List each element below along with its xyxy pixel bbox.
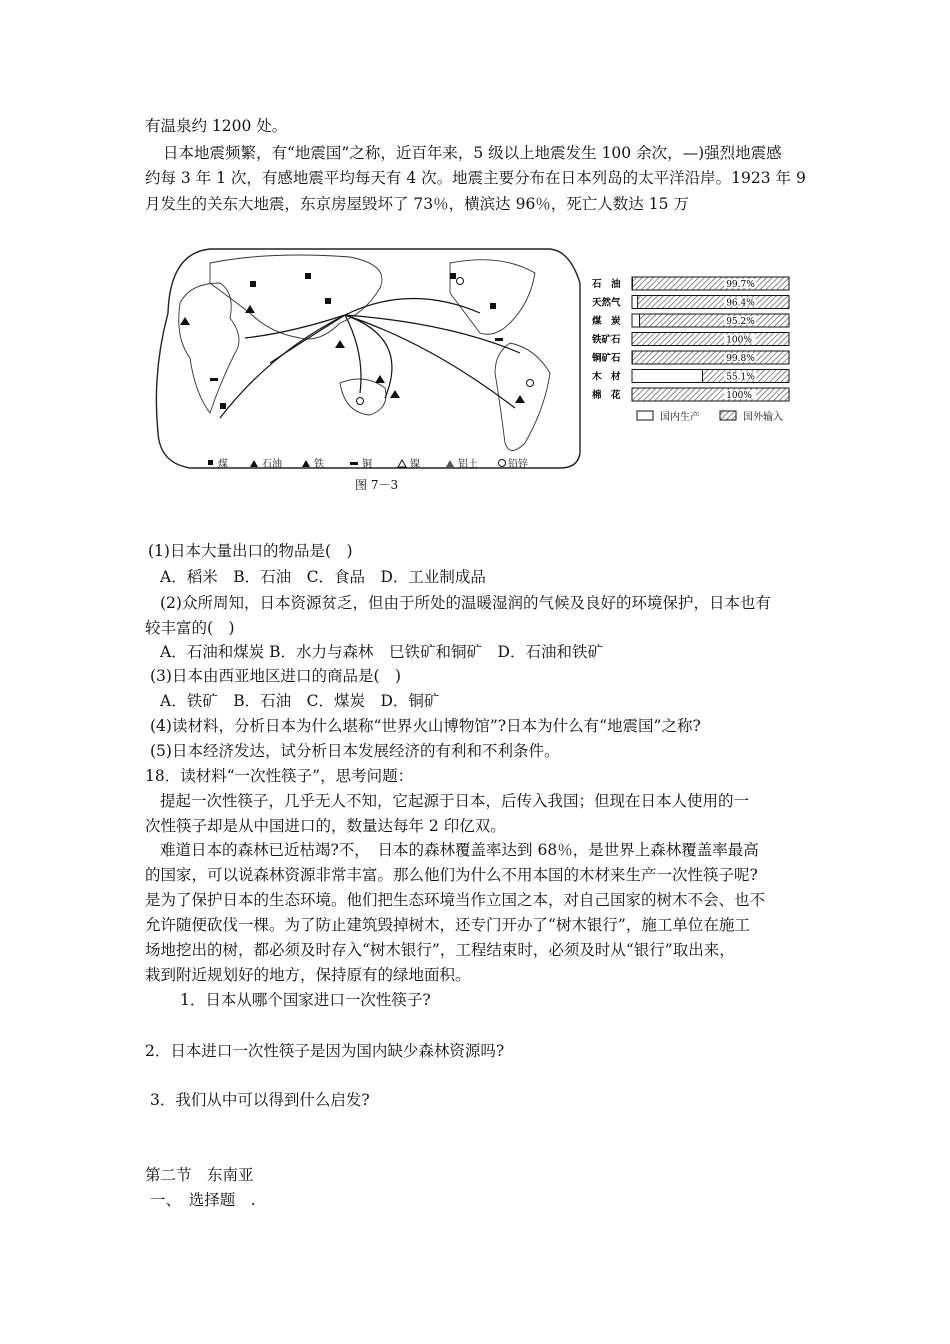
figure-caption: 图 7－3 bbox=[355, 478, 399, 492]
text-line: (2)众所周知，日本资源贫乏，但由于所处的温暖湿润的气候及良好的环境保护，日本也有 bbox=[160, 594, 771, 612]
text-line: 3．我们从中可以得到什么启发? bbox=[150, 1091, 370, 1109]
bar-label: 棉 花 bbox=[592, 390, 621, 401]
map-legend-bauxite: 铝土 bbox=[458, 459, 478, 470]
text-line: 栽到附近规划好的地方，保持原有的绿地面积。 bbox=[145, 966, 471, 984]
bar-label: 天然气 bbox=[592, 297, 621, 309]
text-line: A．铁矿 B．石油 C．煤炭 D．铜矿 bbox=[160, 692, 440, 710]
bar-label: 煤 炭 bbox=[592, 316, 621, 327]
text-line: 次性筷子却是从中国进口的，数量达每年 2 印亿双。 bbox=[145, 817, 506, 835]
bar-value: 96.4% bbox=[726, 298, 755, 309]
text-line: 2．日本进口一次性筷子是因为国内缺少森林资源吗? bbox=[145, 1042, 505, 1060]
map-legend-oil: 石油 bbox=[262, 459, 282, 470]
text-line: 的国家，可以说森林资源非常丰富。那么他们为什么不用本国的木材来生产一次性筷子呢? bbox=[145, 866, 758, 884]
north-america-outline bbox=[450, 260, 535, 335]
bar-value: 99.7% bbox=[726, 280, 755, 290]
south-america-outline bbox=[495, 343, 550, 451]
map-legend-coal: 煤 bbox=[218, 459, 228, 470]
bar-label: 石 油 bbox=[592, 279, 621, 290]
bar-legend bbox=[637, 410, 783, 423]
map-legend-iron: 铁 bbox=[314, 459, 324, 470]
bar-label: 铁矿石 bbox=[592, 334, 621, 346]
bar-import bbox=[640, 314, 789, 327]
bar-legend-domestic: 国内生产 bbox=[660, 412, 700, 423]
bar-import bbox=[632, 277, 789, 290]
text-line: 提起一次性筷子，几乎无人不知，它起源于日本，后传入我国；但现在日本人使用的一 bbox=[160, 792, 750, 810]
text-line: A．稻米 B．石油 C．食品 D．工业制成品 bbox=[160, 568, 486, 586]
text-line: 1．日本从哪个国家进口一次性筷子? bbox=[180, 991, 431, 1009]
bar-import bbox=[632, 351, 789, 364]
section-subtitle: 一、 选择题 . bbox=[150, 1191, 256, 1209]
bar-value: 100% bbox=[726, 335, 752, 346]
resource-symbols bbox=[180, 273, 534, 409]
figure-7-3 bbox=[150, 243, 802, 505]
text-line: 有温泉约 1200 处。 bbox=[145, 117, 288, 135]
text-line: 约每 3 年 1 次，有感地震平均每天有 4 次。地震主要分布在日本列岛的太平洋沿岸。1923 年 9 bbox=[145, 169, 806, 187]
bar-label: 铜矿石 bbox=[592, 353, 621, 364]
text-line: 允许随便砍伐一棵。为了防止建筑毁掉树木，还专门开办了“树木银行”，施工单位在施工 bbox=[145, 916, 750, 934]
map-legend-copper: 铜 bbox=[362, 459, 372, 470]
map-frame bbox=[156, 249, 580, 468]
bar-value: 95.2% bbox=[726, 317, 755, 327]
resource-map-figure bbox=[150, 243, 802, 505]
text-line: (4)读材料，分析日本为什么堪称“世界火山博物馆”?日本为什么有“地震国”之称? bbox=[150, 717, 701, 735]
text-line: A．石油和煤炭 B．水力与森林 巳铁矿和铜矿 D．石油和铁矿 bbox=[160, 643, 603, 661]
section-title: 第二节 东南亚 bbox=[145, 1166, 254, 1184]
import-ratio-chart bbox=[591, 277, 789, 401]
text-line: (5)日本经济发达，试分析日本发展经济的有利和不利条件。 bbox=[150, 742, 560, 760]
text-line: 难道日本的森林已近枯竭?不， 日本的森林覆盖率达到 68％，是世界上森林覆盖率最高 bbox=[160, 841, 759, 859]
bar-value: 100% bbox=[726, 391, 752, 401]
text-line: 18．读材料“一次性筷子”，思考问题： bbox=[145, 767, 414, 785]
map-legend-lead-zinc: 铅锌 bbox=[508, 459, 528, 470]
text-line: 月发生的关东大地震，东京房屋毁坏了 73％，横滨达 96％，死亡人数达 15 万 bbox=[145, 195, 689, 213]
australia-outline bbox=[340, 379, 386, 415]
bar-import bbox=[638, 296, 789, 309]
text-line: 较丰富的( ) bbox=[145, 619, 235, 637]
trade-routes bbox=[220, 298, 520, 418]
bar-legend-import: 国外输入 bbox=[743, 412, 783, 423]
bar-import bbox=[632, 388, 789, 401]
text-line: (3)日本由西亚地区进口的商品是( ) bbox=[150, 667, 402, 685]
bar-value: 99.8% bbox=[726, 354, 755, 364]
text-line: (1)日本大量出口的物品是( ) bbox=[148, 542, 353, 560]
bar-value: 55.1% bbox=[726, 372, 755, 383]
text-line: 是为了保护日本的生态环境。他们把生态环境当作立国之本，对自己国家的树木不会、也不 bbox=[145, 891, 766, 909]
bar-import bbox=[632, 333, 789, 346]
map-legend-nickel: 镍 bbox=[410, 459, 420, 470]
africa-outline bbox=[179, 283, 239, 413]
text-line: 场地挖出的树，都必须及时存入“树木银行”，工程结束时，必须及时从“银行”取出来， bbox=[145, 941, 735, 959]
text-line: 日本地震频繁，有“地震国”之称，近百年来，5 级以上地震发生 100 余次，—)强烈地震感 bbox=[163, 144, 782, 162]
bar-label: 木 材 bbox=[592, 371, 621, 383]
